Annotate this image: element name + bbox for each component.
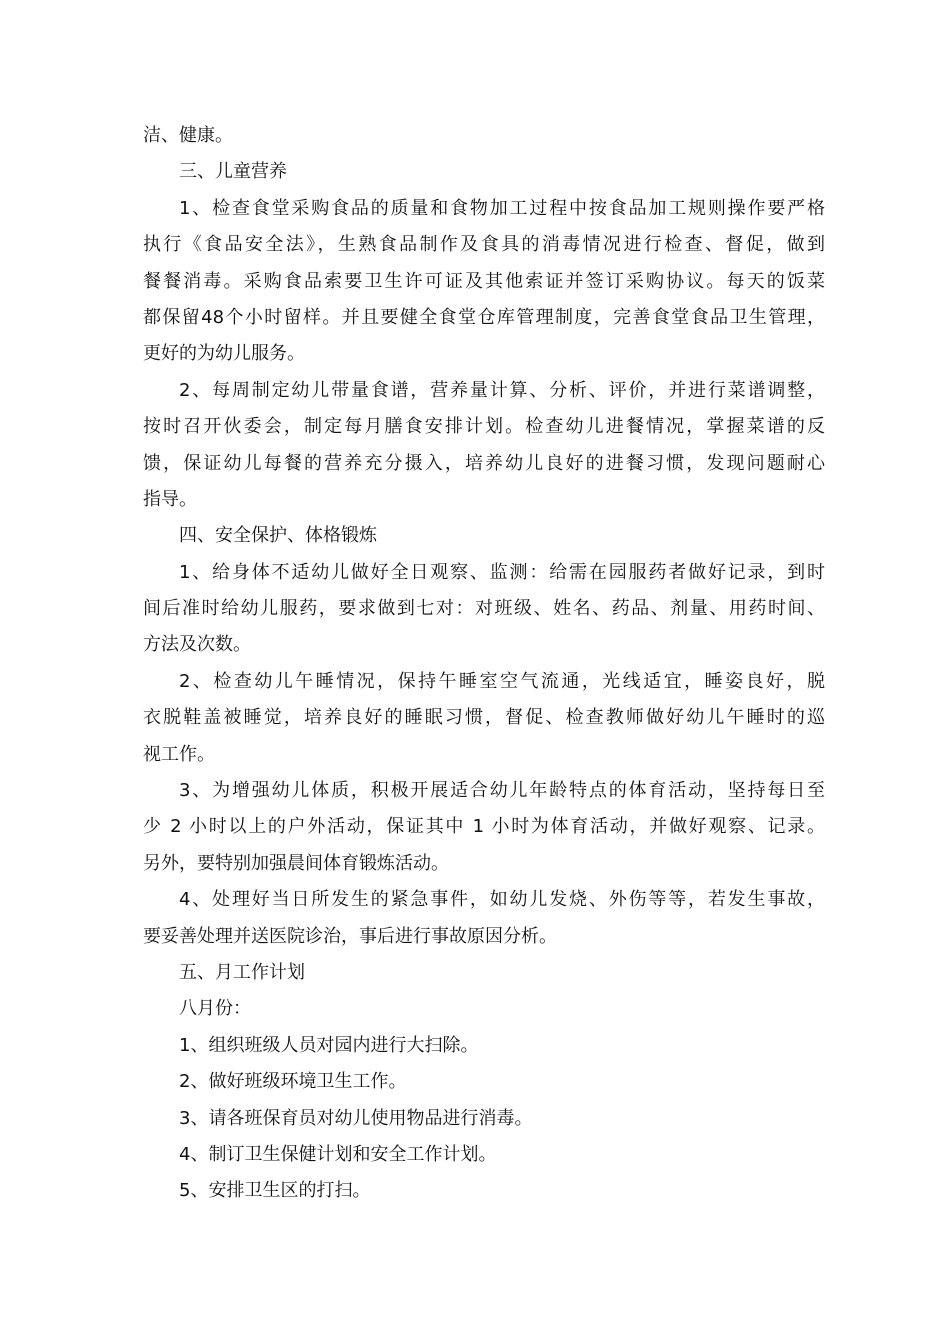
text-line: 更好的为幼儿服务。 [143,343,305,365]
text-line: 洁、健康。 [143,125,233,146]
text-line: 五、月工作计划 [179,961,305,983]
document-page [143,118,825,1210]
text-line: 都保留48个小时留样。并且要健全食堂仓库管理制度，完善食堂食品卫生管理， [143,306,825,328]
text-line: 2、检查幼儿午睡情况，保持午睡室空气流通，光线适宜，睡姿良好，脱 [179,670,825,692]
text-line: 八月份： [179,998,251,1020]
text-line: 少 2 小时以上的户外活动，保证其中 1 小时为体育活动，并做好观察、记录。 [143,816,825,838]
text-line: 2、做好班级环境卫生工作。 [179,1071,407,1093]
text-line: 间后准时给幼儿服药，要求做到七对：对班级、姓名、药品、剂量、用药时间、 [143,598,825,620]
text-line: 要妥善处理并送医院诊治，事后进行事故原因分析。 [143,925,557,947]
text-line: 1、给身体不适幼儿做好全日观察、监测：给需在园服药者做好记录，到时 [179,561,825,583]
text-line: 2、每周制定幼儿带量食谱，营养量计算、分析、评价，并进行菜谱调整， [179,379,825,401]
text-line: 5、安排卫生区的打扫。 [179,1180,371,1202]
text-line: 按时召开伙委会，制定每月膳食安排计划。检查幼儿进餐情况，掌握菜谱的反 [143,416,825,438]
text-line: 四、安全保护、体格锻炼 [179,525,377,547]
text-line: 4、制订卫生保健计划和安全工作计划。 [179,1143,497,1165]
text-line: 3、为增强幼儿体质，积极开展适合幼儿年龄特点的体育活动，坚持每日至 [179,780,825,802]
text-line: 方法及次数。 [143,634,251,656]
text-line: 衣脱鞋盖被睡觉，培养良好的睡眠习惯，督促、检查教师做好幼儿午睡时的巡 [143,707,825,729]
text-line: 餐餐消毒。采购食品索要卫生许可证及其他索证并签订采购协议。每天的饭菜 [143,270,825,292]
text-line: 3、请各班保育员对幼儿使用物品进行消毒。 [179,1107,533,1129]
text-line: 指导。 [143,488,197,510]
text-line: 1、组织班级人员对园内进行大扫除。 [179,1034,479,1056]
text-line: 馈，保证幼儿每餐的营养充分摄入，培养幼儿良好的进餐习惯，发现问题耐心 [143,452,825,474]
text-line: 视工作。 [143,743,215,765]
text-line: 另外，要特别加强晨间体育锻炼活动。 [143,852,449,874]
text-line: 三、儿童营养 [179,161,287,183]
text-line: 4、处理好当日所发生的紧急事件，如幼儿发烧、外伤等等，若发生事故， [179,889,825,911]
text-line: 执行《食品安全法》，生熟食品制作及食具的消毒情况进行检查、督促，做到 [143,234,825,256]
text-line: 1、检查食堂采购食品的质量和食物加工过程中按食品加工规则操作要严格 [179,197,825,219]
